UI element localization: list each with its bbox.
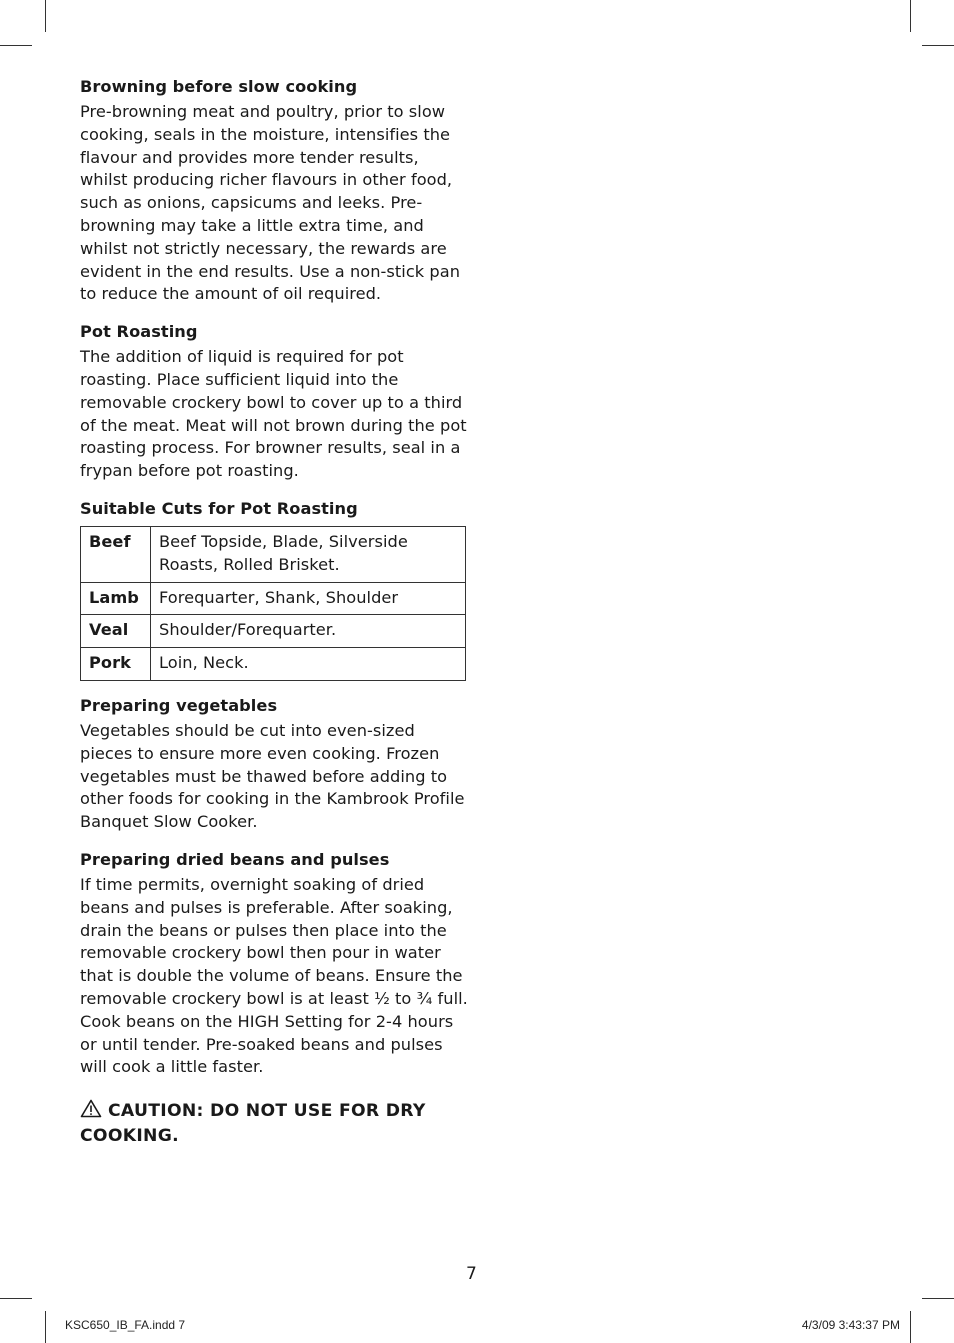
table-row <box>81 648 466 681</box>
section-body: Vegetables should be cut into even-sized pieces to ensure more even cooking. Frozen vegetables must be thawed before adding to other foods for cooking in the Kambrook Profile Banquet Slow Cooker. <box>80 720 465 832</box>
crop-mark <box>0 1298 32 1299</box>
meat-cell: Beef <box>81 526 151 582</box>
warning-triangle-icon <box>80 1099 102 1125</box>
crop-mark <box>922 1298 954 1299</box>
crop-mark <box>922 45 954 46</box>
meat-cell: Lamb <box>81 582 151 615</box>
crop-mark <box>0 45 32 46</box>
table-row <box>81 526 466 582</box>
page-number: 7 <box>466 1264 477 1284</box>
cuts-cell: Forequarter, Shank, Shoulder <box>151 582 466 615</box>
meat-cell: Veal <box>81 615 151 648</box>
section-browning <box>80 76 470 306</box>
section-preparing-vegetables <box>80 695 470 834</box>
caution-notice <box>80 1099 470 1148</box>
crop-mark <box>45 0 46 32</box>
cuts-cell: Beef Topside, Blade, Silverside Roasts, Rolled Brisket. <box>151 526 466 582</box>
section-heading: Preparing vegetables <box>80 695 278 715</box>
section-heading: Preparing dried beans and pulses <box>80 849 390 869</box>
section-body: If time permits, overnight soaking of dried beans and pulses is preferable. After soaking, drain the beans or pulses then place into the removable crockery bowl then pour in water that is double the volume of beans. Ensure the removable crockery bowl is at least ½ to ¾ full. Cook beans on the HIGH Setting for 2-4 hours or until tender. Pre-soaked beans and pulses will cook a little faster. <box>80 874 468 1077</box>
table-heading: Suitable Cuts for Pot Roasting <box>80 498 358 518</box>
cuts-table <box>80 526 466 681</box>
page-content <box>80 76 470 1148</box>
crop-mark <box>45 1311 46 1343</box>
section-body: The addition of liquid is required for pot roasting. Place sufficient liquid into the removable crockery bowl to cover up to a third of the meat. Meat will not brown during the pot roasting process. For browner results, seal in a frypan before pot roasting. <box>80 347 467 481</box>
section-dried-beans <box>80 849 470 1079</box>
section-pot-roasting <box>80 321 470 483</box>
slug-datetime: 4/3/09 3:43:37 PM <box>801 1318 900 1332</box>
cuts-cell: Loin, Neck. <box>151 648 466 681</box>
section-heading: Browning before slow cooking <box>80 77 358 96</box>
caution-text: CAUTION: DO NOT USE FOR DRY COOKING. <box>80 1101 426 1147</box>
section-heading: Pot Roasting <box>80 322 198 342</box>
section-suitable-cuts <box>80 498 470 681</box>
table-row <box>81 615 466 648</box>
meat-cell: Pork <box>81 648 151 681</box>
table-row <box>81 582 466 615</box>
crop-mark <box>910 0 911 32</box>
slug-filename: KSC650_IB_FA.indd 7 <box>65 1318 186 1332</box>
crop-mark <box>910 1311 911 1343</box>
cuts-cell: Shoulder/Forequarter. <box>151 615 466 648</box>
section-body: Pre-browning meat and poultry, prior to slow cooking, seals in the moisture, intensifies the flavour and provides more tender results, whilst producing richer flavours in other food, such as onions, capsicums and leeks. Pre-browning may take a little extra time, and whilst not strictly necessary, the rewards are evident in the end results. Use a non-stick pan to reduce the amount of oil required. <box>80 102 461 304</box>
